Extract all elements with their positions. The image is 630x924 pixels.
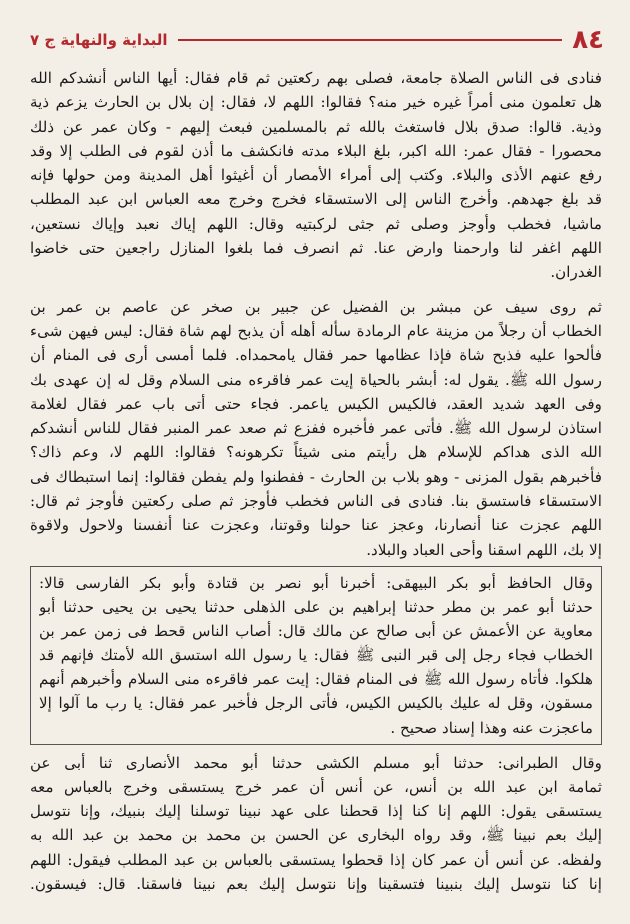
text-line: استاذن لرسول الله ﷺ. فأتى عمر فأخبره ففزع ثم صعد عمر المنبر فقال للناس أنشدكم: [30, 419, 602, 438]
text-line: وفى العهد شديد العقد، فالكيس الكيس ياعمر. فجاء حتى أتى باب عمر فقال لغلامة: [30, 394, 602, 413]
text-line: فأخبرهم بقول المزنى - وهو بلاب بن الحارث - ففطنوا ولم يفطن فقالوا: إنما استبطاك فى: [30, 467, 602, 486]
text-line: محصورا - فقال عمر: الله اكبر، بلغ البلاء مدته فانكشف ما أذن لقوم فى الطلب إلا وقد: [30, 141, 602, 160]
text-line: ماعجزت عنه وهذا إسناد صحيح .: [390, 718, 593, 737]
text-line: وذية. قالوا: صدق بلال فاستغث بالله ثم بالمسلمين فبعث إليهم - وكان عمر عن ذلك: [30, 117, 602, 136]
paragraph-3: [30, 751, 602, 897]
text-line: ثم روى سيف عن مبشر بن الفضيل عن جبير بن صخر عن عاصم بن عمر بن: [30, 297, 602, 316]
text-line: الخطاب فجاء رجل إلى قبر النبى ﷺ فقال: يا رسول الله استسق الله لأمتك فإنهم قد: [39, 646, 593, 665]
text-line: ثمامة ابن عبد الله بن أنس، عن أنس أن عمر خرج يستسقى وخرج بالعباس معه: [30, 777, 602, 796]
page-body: [30, 66, 602, 896]
text-line: الخطاب أن رجلاً من مزينة عام الرمادة سأله أهله أن يذبح لهم شاة فقال: ليس فيهن شىء: [30, 321, 602, 340]
text-line: الغدران.: [550, 263, 602, 282]
text-line: الاستسقاء فاستسق بنا. فنادى فى الناس فخطب فأوجز ثم صلى ركعتين فأوجز ثم قال:: [30, 492, 602, 511]
text-line: ماشيا، فخطب وأوجز وصلى ثم جثى لركبتيه وقال: اللهم إياك نعبد وإياك نستعين،: [30, 214, 602, 233]
text-line: قد بلغ جهدهم. وأخرج الناس إلى الاستسقاء فخرج وخرج معه العباس ابن عبد المطلب: [30, 190, 602, 209]
text-line: وقال الحافظ أبو بكر البيهقى: أخبرنا أبو نصر بن قتادة وأبو بكر الفارسى قالا:: [39, 573, 593, 592]
header-rule: [178, 39, 563, 41]
paragraph-gap: [30, 285, 602, 295]
text-line: إلا بك، اللهم اسقنا وأحى العباد والبلاد.: [366, 540, 602, 559]
text-line: رفع عنهم الأذى والبلاء. وكتب إلى أمراء الأمصار أن أغيثوا أهل المدينة ومن حولها فإنه: [30, 166, 602, 185]
text-line: يستسقى يقول: اللهم إنا كنا إذا قحطنا على عهد نبينا توسلنا إليك بنبيك، وإنا نتوسل: [30, 802, 602, 821]
text-line: مسقون، وقل له عليك بالكيس الكيس، فأتى الرجل فأخبر عمر فقال: يا رب ما آلوا إلا: [39, 694, 593, 713]
text-line: فنادى فى الناس الصلاة جامعة، فصلى بهم ركعتين ثم قام فقال: أيها الناس أنشدكم الله: [30, 69, 602, 87]
page-header: [30, 20, 604, 60]
paragraph-2: [30, 295, 602, 562]
paragraph-1: [30, 66, 602, 285]
text-line: اللهم اغفر لنا وارحمنا وارض عنا. ثم انصرف فما بلغوا المنازل راجعين حتى خاضوا: [30, 239, 602, 258]
page-number: ٨٤: [572, 25, 604, 55]
boxed-paragraph: [30, 566, 602, 745]
text-line: هلكوا. فأتاه رسول الله ﷺ فى المنام فقال: إيت عمر فاقرءه منى السلام وأخبرهم أنهم: [39, 670, 593, 689]
running-title: البداية والنهاية ج ٧: [30, 31, 168, 49]
text-line: الله الذى هداكم للإسلام هل رأيتم منى شيئاً تكرهونه؟ فقالوا: اللهم لا، وعم ذاك؟: [30, 443, 602, 462]
text-line: حدثنا أبو عمر بن مطر حدثنا إبراهيم بن على الذهلى حدثنا يحيى بن يحيى حدثنا أبو: [39, 598, 593, 617]
text-line: رسول الله ﷺ. يقول له: أبشر بالحياة إيت عمر فاقرءه منى السلام وقل له إن عهدى بك: [30, 370, 602, 389]
text-line: هل تعلمون منى أمراً غيره خير منه؟ فقالوا: اللهم لا، فقال: إن بلال بن الحارث يزعم ذية: [30, 93, 602, 112]
text-line: معاوية عن الأعمش عن أبى صالح عن مالك قال: أصاب الناس قحط فى زمن عمر بن: [39, 622, 593, 641]
text-line: وقال الطبرانى: حدثنا أبو مسلم الكشى حدثنا أبو محمد الأنصارى ثنا أبى عن: [30, 753, 602, 772]
text-line: إنا كنا نتوسل إليك بنبينا فتسقينا وإنا نتوسل إليك بعم نبينا فاسقنا. قال: فيسقون.: [30, 875, 602, 894]
text-line: ولفظه. عن أنس أن عمر كان إذا قحطوا يستسقى بالعباس بن عبد المطلب فيقول: اللهم: [30, 850, 602, 869]
text-line: فألحوا عليه فذبح شاة فإذا عظامها حمر فقال يامحمداه. فلما أمسى أرى فى المنام أن: [30, 346, 602, 365]
text-line: إليك بعم نبينا ﷺ، وقد رواه البخارى عن الحسن بن محمد بن محمد بن عبد الله به: [30, 826, 602, 845]
text-line: اللهم عجزت عنا أنصارنا، وعجز عنا حولنا وقوتنا، وعجزت عنا أنفسنا ولاحول ولاقوة: [30, 516, 602, 535]
